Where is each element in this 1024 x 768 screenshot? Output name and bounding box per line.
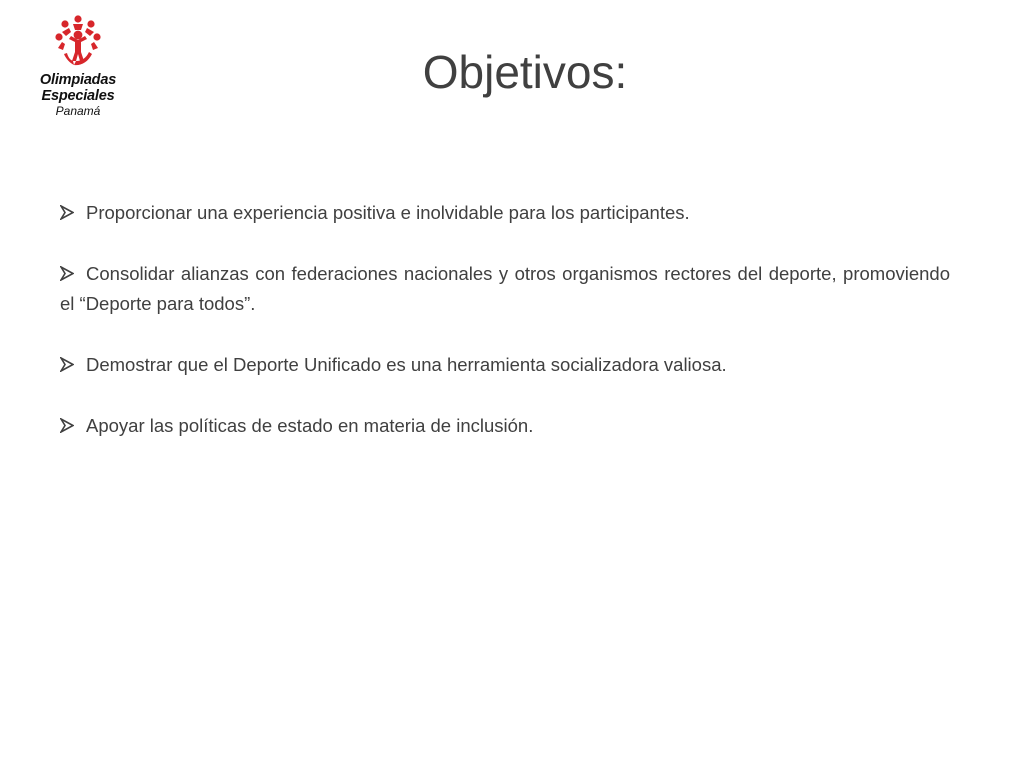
bullet-text: Demostrar que el Deporte Unificado es una herramienta socializadora valiosa. xyxy=(86,354,727,375)
bullet-item xyxy=(60,411,950,441)
bullet-item xyxy=(60,350,950,380)
bullet-text: Consolidar alianzas con federaciones nacionales y otros organismos rectores del deporte, promoviendo el “Deporte para todos”. xyxy=(60,263,950,314)
arrowhead-bullet-icon xyxy=(60,266,74,281)
bullet-item xyxy=(60,198,950,228)
logo-line-2: Especiales xyxy=(41,88,115,104)
slide-title: Objetivos: xyxy=(422,46,628,98)
bullet-list xyxy=(60,198,950,472)
logo-line-1: Olimpiadas xyxy=(39,72,117,88)
bullet-text: Apoyar las políticas de estado en materia de inclusión. xyxy=(86,415,534,436)
bullet-item xyxy=(60,259,950,319)
arrowhead-bullet-icon xyxy=(60,418,74,433)
bullet-text: Proporcionar una experiencia positiva e inolvidable para los participantes. xyxy=(86,202,690,223)
arrowhead-bullet-icon xyxy=(60,205,74,220)
arrowhead-bullet-icon xyxy=(60,357,74,372)
logo-line-3: Panamá xyxy=(55,104,101,118)
